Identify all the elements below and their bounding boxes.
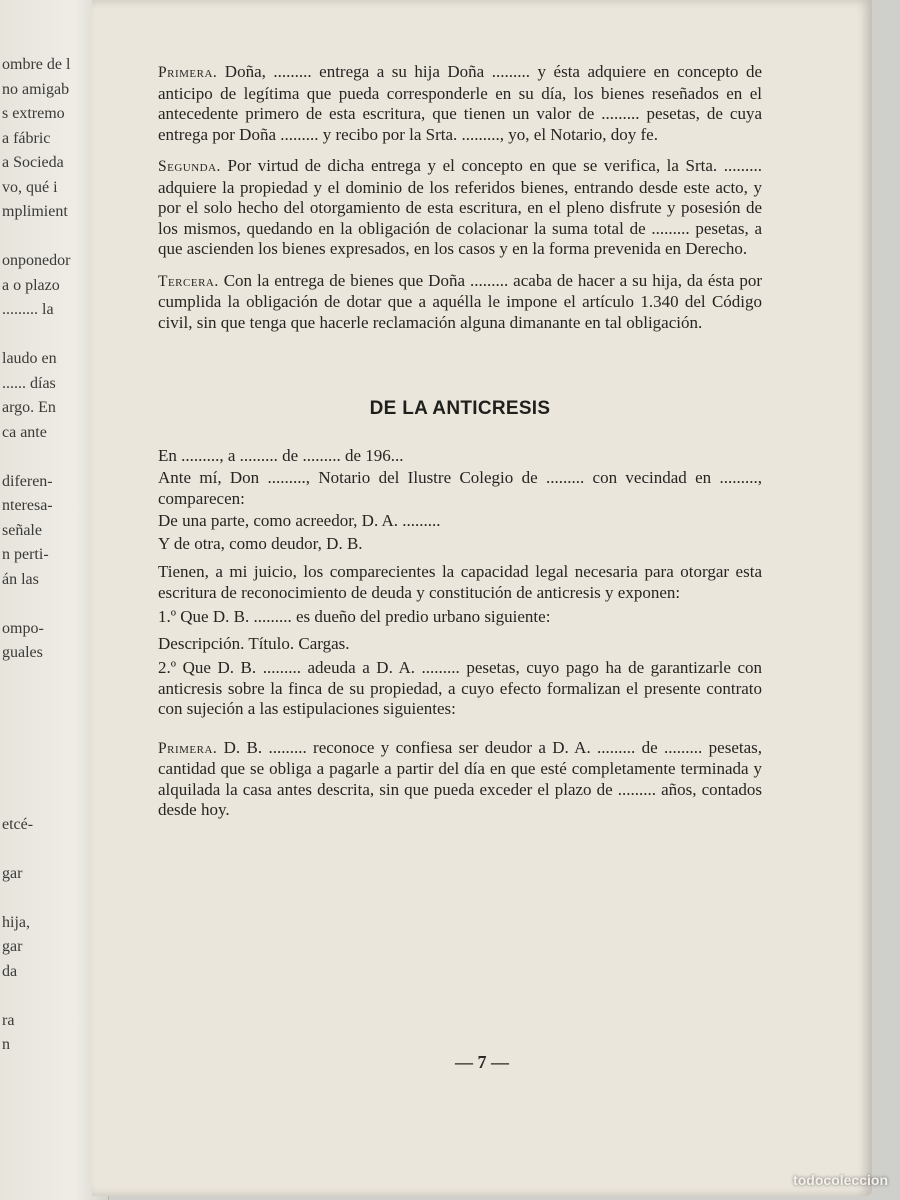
- notary-line: Ante mí, Don ........., Notario del Ilustre Colegio de ......... con vecindad en ........., comparecen:: [158, 468, 762, 508]
- clause-tercera: [158, 271, 762, 334]
- previous-page-text-line: señale: [2, 521, 42, 539]
- previous-page-text-line: nteresa-: [2, 497, 53, 514]
- watermark-logo: todocoleccion: [793, 1172, 888, 1188]
- previous-page-text-line: s extremo: [2, 105, 65, 122]
- creditor-line: De una parte, como acreedor, D. A. .........: [158, 511, 441, 530]
- previous-page-text-line: no amigab: [2, 80, 70, 98]
- debtor-line: Y de otra, como deudor, D. B.: [158, 533, 363, 553]
- clause-text: D. B. ......... reconoce y confiesa ser deudor a D. A. ......... de ......... pesetas, cantidad que se obliga a pagarle a partir del día en que esté completamente terminada y alquilada la casa antes descrita, sin que pueda exceder el plazo de ......... años, contados desde hoy.: [158, 737, 762, 819]
- previous-page-text-line: n perti-: [2, 546, 49, 563]
- item-2: 2.º Que D. B. ......... adeuda a D. A. ......... pesetas, cuyo pago ha de garantizarle con anticresis sobre la finca de su propiedad, a cuyo efecto formalizan el presente contrato con sujeción a las estipulaciones siguientes:: [158, 658, 762, 718]
- previous-page-text-line: vo, qué i: [2, 178, 58, 196]
- previous-page-text-line: etcé-: [2, 815, 34, 833]
- clause-text: Con la entrega de bienes que Doña ......... acaba de hacer a su hija, da ésta por cumplida la obligación de dotar que a aquélla le impone el artículo 1.340 del Código civil, sin que tenga que hacerle reclamación alguna dimanante en tal obligación.: [158, 270, 762, 332]
- previous-page-text-line: da: [2, 962, 18, 980]
- previous-page-text-line: a Socieda: [2, 154, 64, 171]
- previous-page-text-line: mplimient: [2, 203, 68, 220]
- previous-page-text-line: onponedor: [2, 252, 71, 269]
- previous-page-text-line: ...... días: [2, 374, 56, 392]
- previous-page-text-line: ompo-: [2, 619, 44, 637]
- date-line: En ........., a ......... de ......... de 196...: [158, 445, 404, 465]
- clause-text: Doña, ......... entrega a su hija Doña ......... y ésta adquiere en concepto de anticipo de legítima que pueda corresponderle en su día, los bienes reseñados en el antecedente primero de esta escritura, que tienen un valor de ......... pesetas, de cuya entrega por Doña ......... y recibo por la Srta. ........., yo, el Notario, doy fe.: [158, 62, 762, 144]
- capacity-paragraph: Tienen, a mi juicio, los comparecientes la capacidad legal necesaria para otorgar esta escritura de reconocimiento de deuda y constitución de anticresis y exponen:: [158, 562, 762, 602]
- previous-page-text-line: ombre de l: [2, 56, 71, 73]
- clause-label: Primera.: [158, 64, 218, 81]
- clause-label: Segunda.: [158, 158, 221, 175]
- previous-page-text-line: a fábric: [2, 129, 51, 147]
- item-1: 1.º Que D. B. ......... es dueño del predio urbano siguiente:: [158, 607, 551, 626]
- previous-page-text-line: a o plazo: [2, 276, 60, 294]
- previous-page-text-line: ra: [2, 1011, 15, 1029]
- description-line: Descripción. Título. Cargas.: [158, 633, 350, 653]
- clause-label: Primera.: [158, 739, 218, 757]
- previous-page-text-line: argo. En: [2, 399, 56, 416]
- clause-text: Por virtud de dicha entrega y el concepto en que se verifica, la Srta. ......... adquiere la propiedad y el dominio de los referidos bienes, entrando desde este acto, y por el solo hecho del otorgamiento de esta escritura, en el pleno disfrute y posesión de los mismos, quedando en la obligación de colacionar la suma total de ......... pesetas, a que ascienden los bienes expresados, en los casos y en la forma prevenida en Derecho.: [158, 156, 762, 258]
- previous-page-text-line: hija,: [2, 913, 30, 931]
- previous-page-text-line: gar: [2, 938, 23, 955]
- section-heading: DE LA ANTICRESIS: [369, 398, 551, 419]
- previous-page-text-line: ca ante: [2, 423, 47, 441]
- clause-primera: [158, 62, 762, 145]
- clause-segunda: [158, 156, 762, 260]
- page-number: — 7 —: [455, 1052, 509, 1072]
- previous-page-text-line: gar: [2, 864, 23, 882]
- previous-page-text-line: ......... la: [2, 301, 54, 318]
- previous-page-text-line: guales: [2, 644, 43, 661]
- previous-page-text-line: laudo en: [2, 350, 57, 367]
- book-page: [92, 0, 872, 1196]
- previous-page-text-line: diferen-: [2, 472, 53, 490]
- clause-label: Tercera.: [158, 272, 219, 290]
- clause-primera-anticresis: [158, 738, 762, 821]
- previous-page-text-line: án las: [2, 570, 39, 588]
- previous-page-text-line: n: [2, 1036, 10, 1053]
- page-content: [158, 62, 762, 832]
